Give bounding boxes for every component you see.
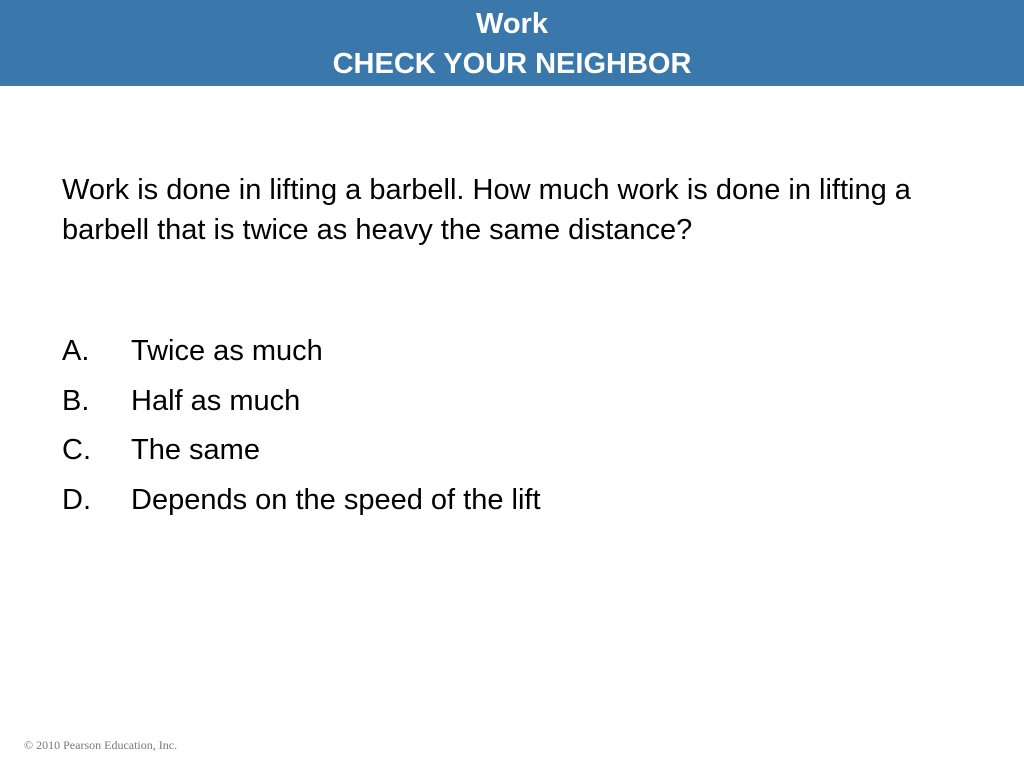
- answer-options-list: [62, 331, 541, 529]
- question-text: Work is done in lifting a barbell. How much work is done in lifting a barbell that is twice as heavy the same distance?: [62, 174, 911, 246]
- slide-header: [0, 0, 1024, 86]
- slide-subtitle: CHECK YOUR NEIGHBOR: [332, 48, 692, 80]
- slide-title: Work: [476, 8, 548, 40]
- option-text: The same: [131, 434, 260, 466]
- option-letter: B.: [62, 384, 90, 417]
- option-letter: D.: [62, 483, 91, 516]
- answer-option-a: [62, 331, 541, 381]
- copyright-footer: © 2010 Pearson Education, Inc.: [24, 738, 178, 752]
- option-text: Half as much: [131, 384, 301, 417]
- option-letter: A.: [62, 335, 90, 367]
- option-text: Depends on the speed of the lift: [131, 483, 541, 516]
- answer-option-c: [62, 430, 541, 480]
- answer-option-b: [62, 381, 541, 431]
- answer-option-d: [62, 480, 541, 530]
- option-letter: C.: [62, 434, 91, 466]
- option-text: Twice as much: [131, 335, 323, 367]
